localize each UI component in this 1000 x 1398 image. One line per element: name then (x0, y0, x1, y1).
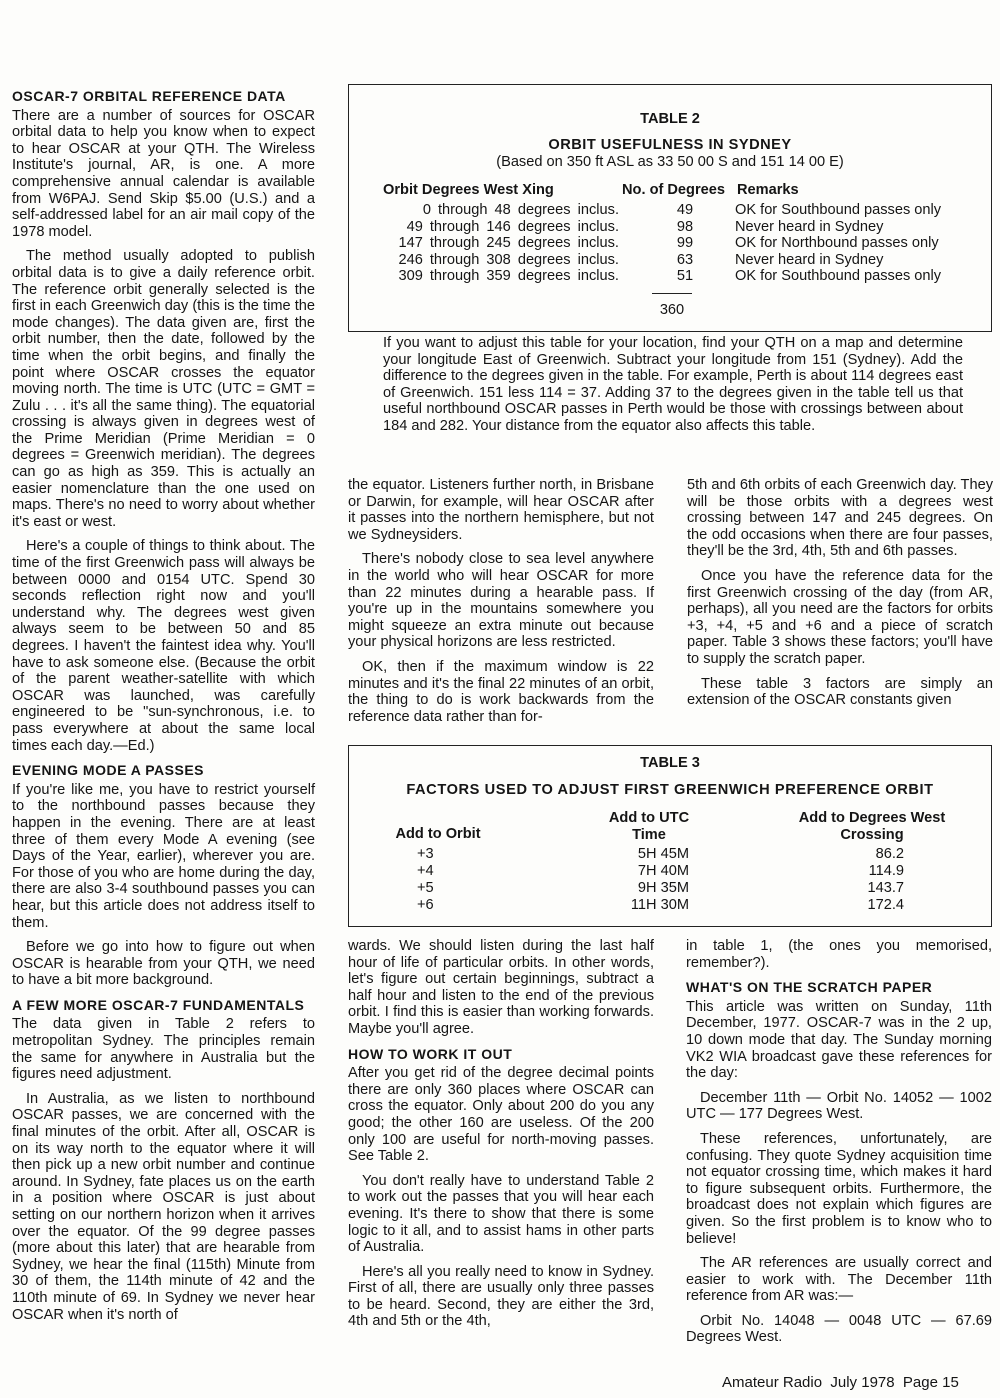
table-2-note: (Based on 350 ft ASL as 33 50 00 S and 151 14 00 E) (496, 154, 844, 170)
paragraph: the equator. Listeners further north, in Brisbane or Darwin, for example, will hear OSCAR after it passes into the northern hemisphere, but not we Sydneysiders. (348, 477, 654, 543)
table-row (379, 235, 979, 252)
utc-cell: 11H 30M (630, 897, 689, 913)
paragraph: This article was written on Sunday, 11th December, 1977. OSCAR-7 was in the 2 up, 10 down mode that day. The Sunday morning VK2 WIA broadcast gave these references for the day: (686, 998, 992, 1082)
remark-cell: OK for Northbound passes only (735, 235, 939, 251)
heading-how-to-work-it-out: HOW TO WORK IT OUT (348, 1045, 513, 1062)
table-row (349, 880, 989, 897)
paragraph: These references, unfortunately, are confusing. They quote Sydney acquisition time not equator crossing time, which makes it hard to figure subsequent orbits. Furthermore, the broadcast does not explain which figures are given. So the first problem is to know who to believe! (686, 1130, 992, 1247)
column-3-lower (686, 938, 992, 1354)
orbit-cell: +6 (417, 897, 434, 913)
column-1 (12, 84, 315, 1331)
deg-cell: 143.7 (867, 880, 904, 896)
column-3-upper (687, 477, 993, 717)
table-row (349, 846, 989, 863)
deg-cell: 86.2 (875, 846, 904, 862)
table-2-rows (379, 202, 979, 285)
num-cell: 63 (676, 251, 694, 268)
table-row (379, 268, 979, 285)
header-add-to-degrees: Add to Degrees West Crossing (798, 810, 946, 843)
table-2-caption-block (383, 335, 963, 435)
paragraph: There are a number of sources for OSCAR orbital data to help you know when to expect to hear OSCAR at your QTH. The Wireless Institute's journal, AR, is one. A more comprehensive annual calendar is available from W6PAJ. Send Skip $5.00 (U.S.) and a self-addressed label for an air mail copy of the 1978 model. (12, 107, 315, 240)
column-2-upper (348, 477, 654, 733)
paragraph: Before we go into how to figure out when OSCAR is hearable from your QTH, we need to have a bit more background. (12, 939, 315, 989)
table-2-caption: If you want to adjust this table for your location, find your QTH on a map and determine your longitude East of Greenwich. Subtract your longitude from 151 (Sydney). Add the difference to the degrees given in the table. For example, Perth is about 114 degrees east of Greenwich. 151 less 114 = 37. Adding 37 to the degrees given in the table tell us that useful northbound OSCAR passes in Perth would be those with crossings between about 184 and 282. Your distance from the equator also affects this table. (383, 335, 963, 434)
num-cell: 49 (676, 202, 694, 218)
range-cell: 246 through 308 degrees inclus. (398, 251, 619, 268)
table-row (379, 219, 979, 236)
heading-scratch-paper: WHAT'S ON THE SCRATCH PAPER (686, 979, 933, 996)
paragraph: If you're like me, you have to restrict yourself to the northbound passes because they happen in the evening. There are at least three of them every Mode A evening (see Days of the Year, earlier), wherever you are. For those of you who are home during the day, there are also 3-4 southbound passes you can hear, but this article does not address itself to them. (12, 781, 315, 931)
table-3-subtitle: FACTORS USED TO ADJUST FIRST GREENWICH PREFERENCE ORBIT (406, 782, 934, 798)
remark-cell: Never heard in Sydney (735, 218, 884, 235)
table-3-box (348, 745, 992, 927)
table-row (349, 863, 989, 880)
page-footer: Amateur Radio July 1978 Page 15 (722, 1374, 959, 1391)
paragraph: You don't really have to understand Table 2 to work out the passes that you will hear each evening. It's there to show that there is some logic to it all, and to assist hams in other parts of Australia. (348, 1172, 654, 1256)
paragraph: After you get rid of the degree decimal points there are only 360 places where OSCAR can cross the equator. Only about 200 do you any good; the other 160 are useless. Of the 200 only 100 are useful for north-moving passes. See Table 2. (348, 1065, 654, 1165)
total-rule (652, 293, 692, 294)
paragraph: These table 3 factors are simply an extension of the OSCAR constants given (687, 675, 993, 709)
num-cell: 51 (676, 268, 694, 284)
heading-evening-mode-a: EVENING MODE A PASSES (12, 762, 205, 779)
paragraph: There's nobody close to sea level anywhere in the world who will hear OSCAR for more than 22 minutes during a hearable pass. If you're up in the mountains somewhere you might squeeze an extra minute out because your physical horizons are less restricted. (348, 551, 654, 651)
deg-cell: 172.4 (867, 897, 904, 913)
orbit-cell: +4 (417, 863, 434, 879)
utc-cell: 9H 35M (637, 880, 689, 896)
table-3-title: TABLE 3 (640, 755, 700, 771)
table-row (349, 897, 989, 914)
table-row (379, 202, 979, 219)
header-add-to-orbit: Add to Orbit (395, 826, 481, 842)
utc-cell: 7H 40M (637, 863, 689, 879)
orbit-cell: +3 (417, 846, 434, 862)
paragraph: Once you have the reference data for the first Greenwich crossing of the day (from AR, perhaps), all you need are the factors for orbits +3, +4, +5 and +6 and a piece of scratch paper. Table 3 shows these factors; you'll have to supply the scratch paper. (687, 567, 993, 667)
range-cell: 309 through 359 degrees inclus. (398, 268, 619, 284)
paragraph: wards. We should listen during the last half hour of life of particular orbits. In other words, let's figure out certain beginnings, subtract a half hour and listen to the end of the previous orbit. I find this is easier than working forwards. Maybe you'll agree. (348, 938, 654, 1037)
table-2-title: TABLE 2 (640, 111, 700, 127)
range-cell: 49 through 146 degrees inclus. (406, 218, 619, 235)
column-2-lower (348, 938, 654, 1338)
paragraph: December 11th — Orbit No. 14052 — 1002 UTC — 177 Degrees West. (686, 1089, 992, 1123)
remark-cell: OK for Southbound passes only (735, 202, 942, 218)
heading-fundamentals: A FEW MORE OSCAR-7 FUNDAMENTALS (12, 996, 305, 1013)
paragraph: Here's a couple of things to think about. The time of the first Greenwich pass will always be between 0000 and 0154 UTC. Spend 30 seconds reflection right now and you'll understand why. The degrees west given always seem to be between 50 and 85 degrees. I haven't the faintest idea why. You'll have to ask someone else. (Because the orbit of the parent weather-satellite with which OSCAR was launched, was carefully engineered to be "sun-synchronous, i.e. to pass everywhere at about the same local times each day.—Ed.) (12, 538, 315, 754)
paragraph: The data given in Table 2 refers to metropolitan Sydney. The principles remain the same for anywhere in Australia but the figures need adjustment. (12, 1016, 315, 1083)
num-cell: 99 (676, 235, 694, 251)
table-3-rows (349, 846, 989, 914)
num-cell: 98 (676, 218, 694, 235)
paragraph: OK, then if the maximum window is 22 minutes and it's the final 22 minutes of an orbit, the thing to do is work backwards from the reference data rather than for- (348, 658, 654, 725)
range-cell: 147 through 245 degrees inclus. (398, 235, 619, 251)
paragraph: Here's all you really need to know in Sydney. First of all, there are usually only three passes to be heard. Second, they are either the 3rd, 4th and 5th or the 4th, (348, 1263, 654, 1330)
table-2-total: 360 (659, 302, 685, 318)
remark-cell: Never heard in Sydney (735, 251, 884, 268)
heading-orbital-reference-data: OSCAR-7 ORBITAL REFERENCE DATA (12, 88, 286, 104)
orbit-cell: +5 (417, 880, 434, 896)
paragraph: Orbit No. 14048 — 0048 UTC — 67.69 Degrees West. (686, 1312, 992, 1346)
paragraph: In Australia, as we listen to northbound OSCAR passes, we are concerned with the final minutes of the orbit. After all, OSCAR is on its way north to the equator where it will then pick up a new orbit number and continue around. In Sydney, fate places us on the earth in a position where OSCAR is just about setting on our northern horizon when it arrives over the equator. Of the 99 degree passes (more about this later) that are hearable from Sydney, we hear the final (115th) Minute from 30 of them, the 114th minute of 42 and the 110th minute of 69. In Sydney we never hear OSCAR when it's north of (12, 1090, 315, 1323)
table-2-box (348, 84, 992, 332)
paragraph: The AR references are usually correct and easier to work with. The December 11th reference from AR was:— (686, 1255, 992, 1305)
deg-cell: 114.9 (868, 863, 904, 879)
paragraph: in table 1, (the ones you memorised, remember?). (686, 938, 992, 971)
col-header-range: Orbit Degrees West Xing (383, 182, 554, 198)
paragraph: 5th and 6th orbits of each Greenwich day. They will be those orbits with a degrees west crossing between 147 and 245 degrees. On the odd occasions when there are four passes, they'll be the 3rd, 4th, 5th and 6th passes. (687, 477, 993, 560)
paragraph: The method usually adopted to publish orbital data is to give a daily reference orbit. The reference orbit generally selected is the first in each Greenwich day (this is the time the mode changes). The data given are, first the orbit number, then the date, followed by the time when the orbit begins, and finally the point where OSCAR crosses the equator moving north. The time is UTC (UTC = GMT = Zulu . . . it's all the same thing). The equatorial crossing is always given in degrees west of the Prime Meridian (Prime Meridian = 0 degrees = Greenwich meridian). The degrees can go as high as 359. This is actually an easier nomenclature than the one used on maps. There's no need to worry about whether it's east or west. (12, 248, 315, 530)
col-header-remarks: Remarks (737, 182, 799, 198)
table-2-subtitle: ORBIT USEFULNESS IN SYDNEY (548, 137, 792, 153)
utc-cell: 5H 45M (637, 846, 689, 862)
col-header-num: No. of Degrees (622, 182, 725, 198)
remark-cell: OK for Southbound passes only (735, 268, 942, 284)
header-add-to-utc: Add to UTC Time (608, 810, 690, 843)
table-row (379, 252, 979, 269)
range-cell: 0 through 48 degrees inclus. (422, 202, 619, 218)
